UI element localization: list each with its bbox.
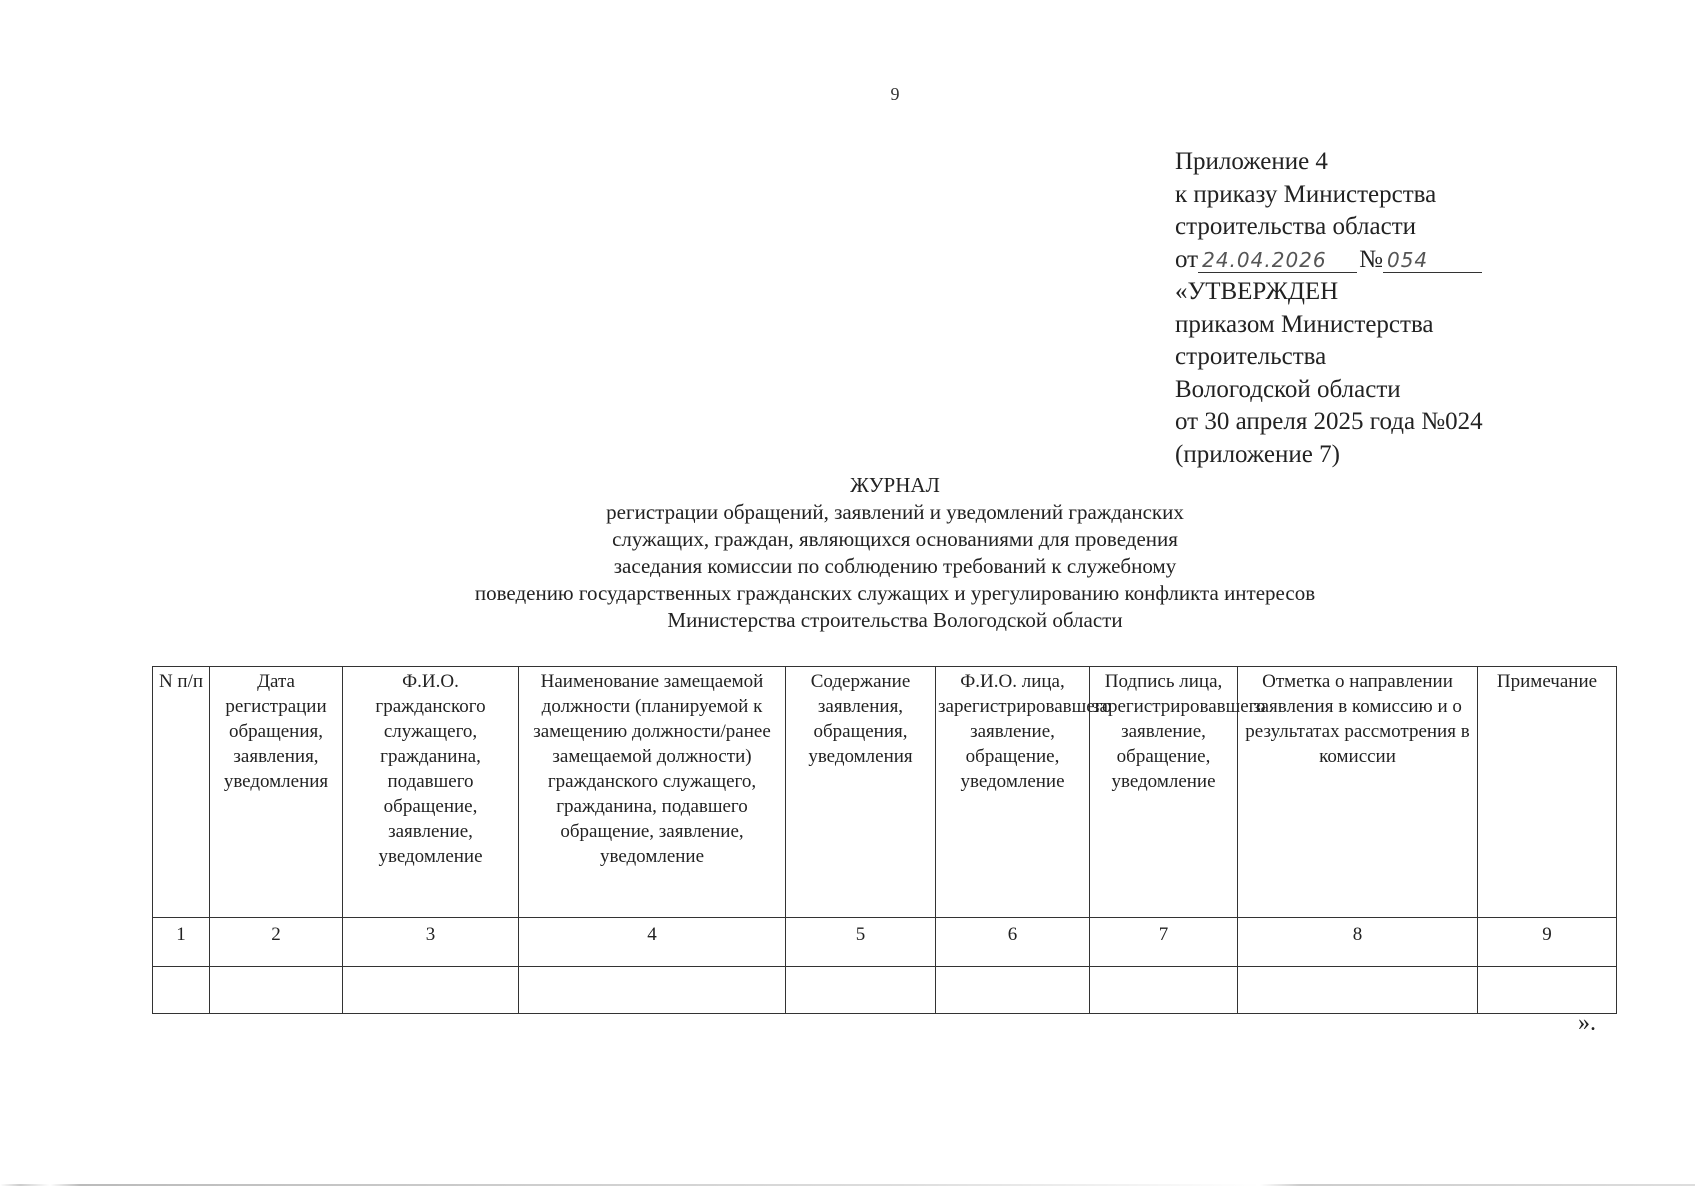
header-cell-number: N п/п xyxy=(153,667,210,918)
register-table xyxy=(152,666,1617,1014)
header-cell-applicant-name: Ф.И.О. гражданского служащего, гражданина, подавшего обращение, заявление, уведомление xyxy=(343,667,519,918)
column-number: 9 xyxy=(1478,918,1617,967)
appendix-line: строительства области xyxy=(1175,213,1417,240)
column-number: 8 xyxy=(1238,918,1478,967)
column-number: 6 xyxy=(936,918,1090,967)
table-header-row xyxy=(153,667,1617,918)
empty-cell xyxy=(936,967,1090,1014)
empty-cell xyxy=(210,967,343,1014)
appendix-block xyxy=(1175,146,1483,471)
column-number: 4 xyxy=(519,918,786,967)
approved-line: строительства xyxy=(1175,343,1327,370)
approved-line: приказом Министерства xyxy=(1175,310,1434,338)
header-cell-position: Наименование замещаемой должности (планируемой к замещению должности/ранее замещаемой должности) гражданского служащего, гражданина, подавшего обращение, заявление, уведомление xyxy=(519,667,786,918)
appendix-line: к приказу Министерства xyxy=(1175,180,1437,208)
header-cell-registrar-signature: Подпись лица, зарегистрировавшего заявление, обращение, уведомление xyxy=(1090,667,1238,918)
journal-subtitle-line: регистрации обращений, заявлений и уведомлений гражданских xyxy=(606,500,1184,524)
empty-cell xyxy=(1090,967,1238,1014)
header-cell-date: Дата регистрации обращения, заявления, уведомления xyxy=(210,667,343,918)
column-number-row xyxy=(153,918,1617,967)
approved-line: Вологодской области xyxy=(1175,375,1401,403)
empty-cell xyxy=(153,967,210,1014)
journal-subtitle-line: поведению государственных гражданских служащих и урегулированию конфликта интересов xyxy=(474,581,1316,605)
header-cell-content: Содержание заявления, обращения, уведомления xyxy=(786,667,936,918)
empty-cell xyxy=(519,967,786,1014)
approved-line: «УТВЕРЖДЕН xyxy=(1175,278,1339,305)
journal-subtitle-line: Министерства строительства Вологодской области xyxy=(667,608,1123,632)
appendix-line: Приложение 4 xyxy=(1175,148,1328,175)
column-number: 5 xyxy=(786,918,936,967)
closing-quote: ». xyxy=(1578,1010,1596,1036)
journal-subtitle-line: заседания комиссии по соблюдению требований к служебному xyxy=(613,554,1177,578)
empty-cell xyxy=(1238,967,1478,1014)
empty-cell xyxy=(343,967,519,1014)
journal-subtitle-line: служащих, граждан, являющихся основаниями для проведения xyxy=(612,527,1178,551)
scan-artifact-line xyxy=(0,1184,1695,1186)
header-cell-note: Примечание xyxy=(1478,667,1617,918)
column-number: 3 xyxy=(343,918,519,967)
header-cell-registrar-name: Ф.И.О. лица, зарегистрировавшего заявление, обращение, уведомление xyxy=(936,667,1090,918)
approved-line: от 30 апреля 2025 года №024 xyxy=(1175,408,1483,435)
column-number: 1 xyxy=(153,918,210,967)
column-number: 2 xyxy=(210,918,343,967)
empty-cell xyxy=(786,967,936,1014)
order-date-line xyxy=(1175,244,1483,277)
number-sign: № xyxy=(1359,245,1383,273)
date-prefix: от xyxy=(1175,245,1199,273)
header-cell-commission-mark: Отметка о направлении заявления в комиссию и о результатах рассмотрения в комиссии xyxy=(1238,667,1478,918)
empty-cell xyxy=(1478,967,1617,1014)
column-number: 7 xyxy=(1090,918,1238,967)
journal-title-block xyxy=(0,472,1695,634)
journal-title: ЖУРНАЛ xyxy=(850,473,940,497)
page-number: 9 xyxy=(890,84,900,104)
empty-data-row xyxy=(153,967,1617,1014)
approved-line: (приложение 7) xyxy=(1175,440,1340,468)
handwritten-number: 054 xyxy=(1383,248,1482,273)
handwritten-date: 24.04.2026 xyxy=(1198,248,1357,273)
